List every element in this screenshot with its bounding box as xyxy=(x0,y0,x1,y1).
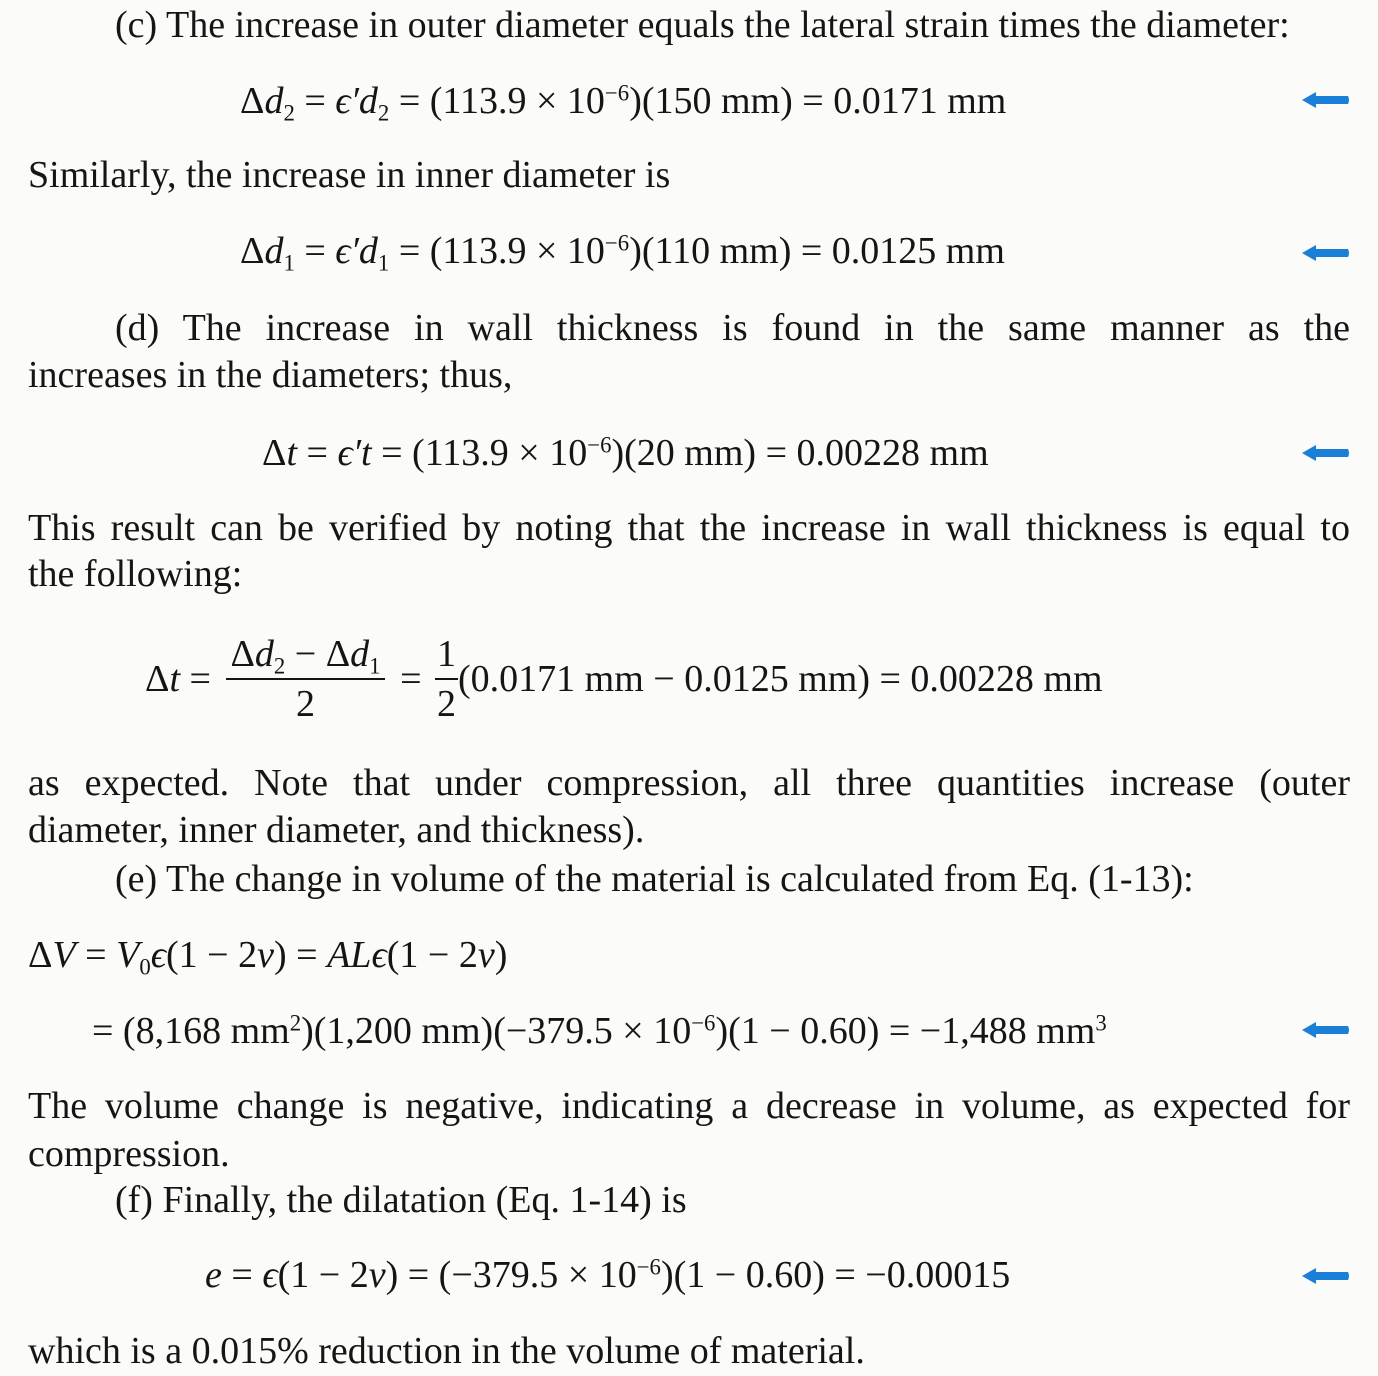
left-arrow-icon xyxy=(1300,243,1350,263)
eq1-exponent: −6 xyxy=(604,80,630,106)
eq5-exponent: −6 xyxy=(691,1010,716,1036)
eq6-tail: )(1 − 0.60) = −0.00015 xyxy=(660,1254,1011,1296)
eq3-rhs: = (113.9 × 10 xyxy=(371,432,588,474)
paragraph-expected-line2: diameter, inner diameter, and thickness). xyxy=(28,809,645,851)
equation-dilatation: $e = \epsilon(1 - 2\nu) = (-379.5 \times 10^{-6})(1 - 0.60) = -0.00015$ xyxy=(205,1254,1011,1296)
paragraph-verify-line1: This result can be verified by noting that the increase in wall thickness is equal to xyxy=(28,507,1350,549)
paragraph-e: (e) The change in volume of the material is calculated from Eq. (1-13): xyxy=(115,858,1194,900)
eq2-exponent: −6 xyxy=(604,230,630,256)
left-arrow-icon xyxy=(1300,443,1350,463)
equation-volume-change-line1: $\Delta V = V_0\epsilon(1 - 2\nu) = AL\epsilon(1 - 2\nu)$ xyxy=(28,934,508,980)
eq5-part-a: = (8,168 mm xyxy=(92,1010,290,1052)
eq5-part-c: )(1 − 0.60) = −1,488 mm xyxy=(715,1010,1096,1052)
equation-inner-diameter: $\Delta d_1 = \epsilon'd_1 = (113.9 \times 10^{-6})(110$ mm) = 0.0125 mm xyxy=(240,230,1005,276)
fraction-one-half: $\frac{1}{2}$ xyxy=(437,633,456,725)
eq3-tail: )(20 mm) = 0.00228 mm xyxy=(611,432,989,474)
paragraph-d-line1: (d) The increase in wall thickness is found in the same manner as the xyxy=(115,307,1350,349)
paragraph-f: (f) Finally, the dilatation (Eq. 1-14) is xyxy=(115,1179,687,1221)
left-arrow-icon xyxy=(1300,1020,1350,1040)
equation-thickness-check: Δt = $\frac{\Delta d_2 - \Delta d_1}{2}$ = $\frac{1}{2}$ (0.0171 mm − 0.0125 mm) = 0.00228 mm xyxy=(145,633,1103,725)
equation-outer-diameter: $\Delta d_2 = \epsilon'd_2 = (113.9 \times 10^{-6})(150$ mm) = 0.0171 mm xyxy=(240,80,1007,126)
paragraph-verify-line2: the following: xyxy=(28,553,243,595)
eq1-tail: )(150 mm) = 0.0171 mm xyxy=(629,80,1007,122)
paragraph-volume-line2: compression. xyxy=(28,1133,230,1175)
left-arrow-icon xyxy=(1300,90,1350,110)
fraction-diameter-diff: $\frac{\Delta d_2 - \Delta d_1}{2}$ xyxy=(226,632,384,726)
left-arrow-icon xyxy=(1300,1266,1350,1286)
paragraph-c: (c) The increase in outer diameter equals the lateral strain times the diameter: xyxy=(115,4,1290,46)
eq1-rhs: = (113.9 × 10 xyxy=(389,80,605,122)
paragraph-similarly: Similarly, the increase in inner diameter is xyxy=(28,154,671,196)
paragraph-final: which is a 0.015% reduction in the volume of material. xyxy=(28,1330,865,1372)
paragraph-d-line2: increases in the diameters; thus, xyxy=(28,354,513,396)
eq4-tail: (0.0171 mm − 0.0125 mm) = 0.00228 mm xyxy=(458,658,1103,700)
paragraph-volume-line1: The volume change is negative, indicating a decrease in volume, as expected for xyxy=(28,1085,1350,1127)
eq3-exponent: −6 xyxy=(587,432,612,458)
paragraph-expected-line1: as expected. Note that under compression, all three quantities increase (outer xyxy=(28,762,1350,804)
equation-volume-change-line2: = (8,168 $mm^2)(1,200$ $mm)(-379.5 \times 10^{-6})(1 - 0.60) = -1,488$ $mm^3$ xyxy=(92,1010,1107,1052)
eq5-part-b: )(1,200 mm)(−379.5 × 10 xyxy=(301,1010,692,1052)
equation-wall-thickness: $\Delta t = \epsilon't = (113.9 \times 10^{-6})(20$ mm) = 0.00228 mm xyxy=(262,432,989,474)
eq2-rhs: = (113.9 × 10 xyxy=(389,230,605,272)
eq2-tail: )(110 mm) = 0.0125 mm xyxy=(629,230,1005,272)
eq6-exponent: −6 xyxy=(636,1254,661,1280)
